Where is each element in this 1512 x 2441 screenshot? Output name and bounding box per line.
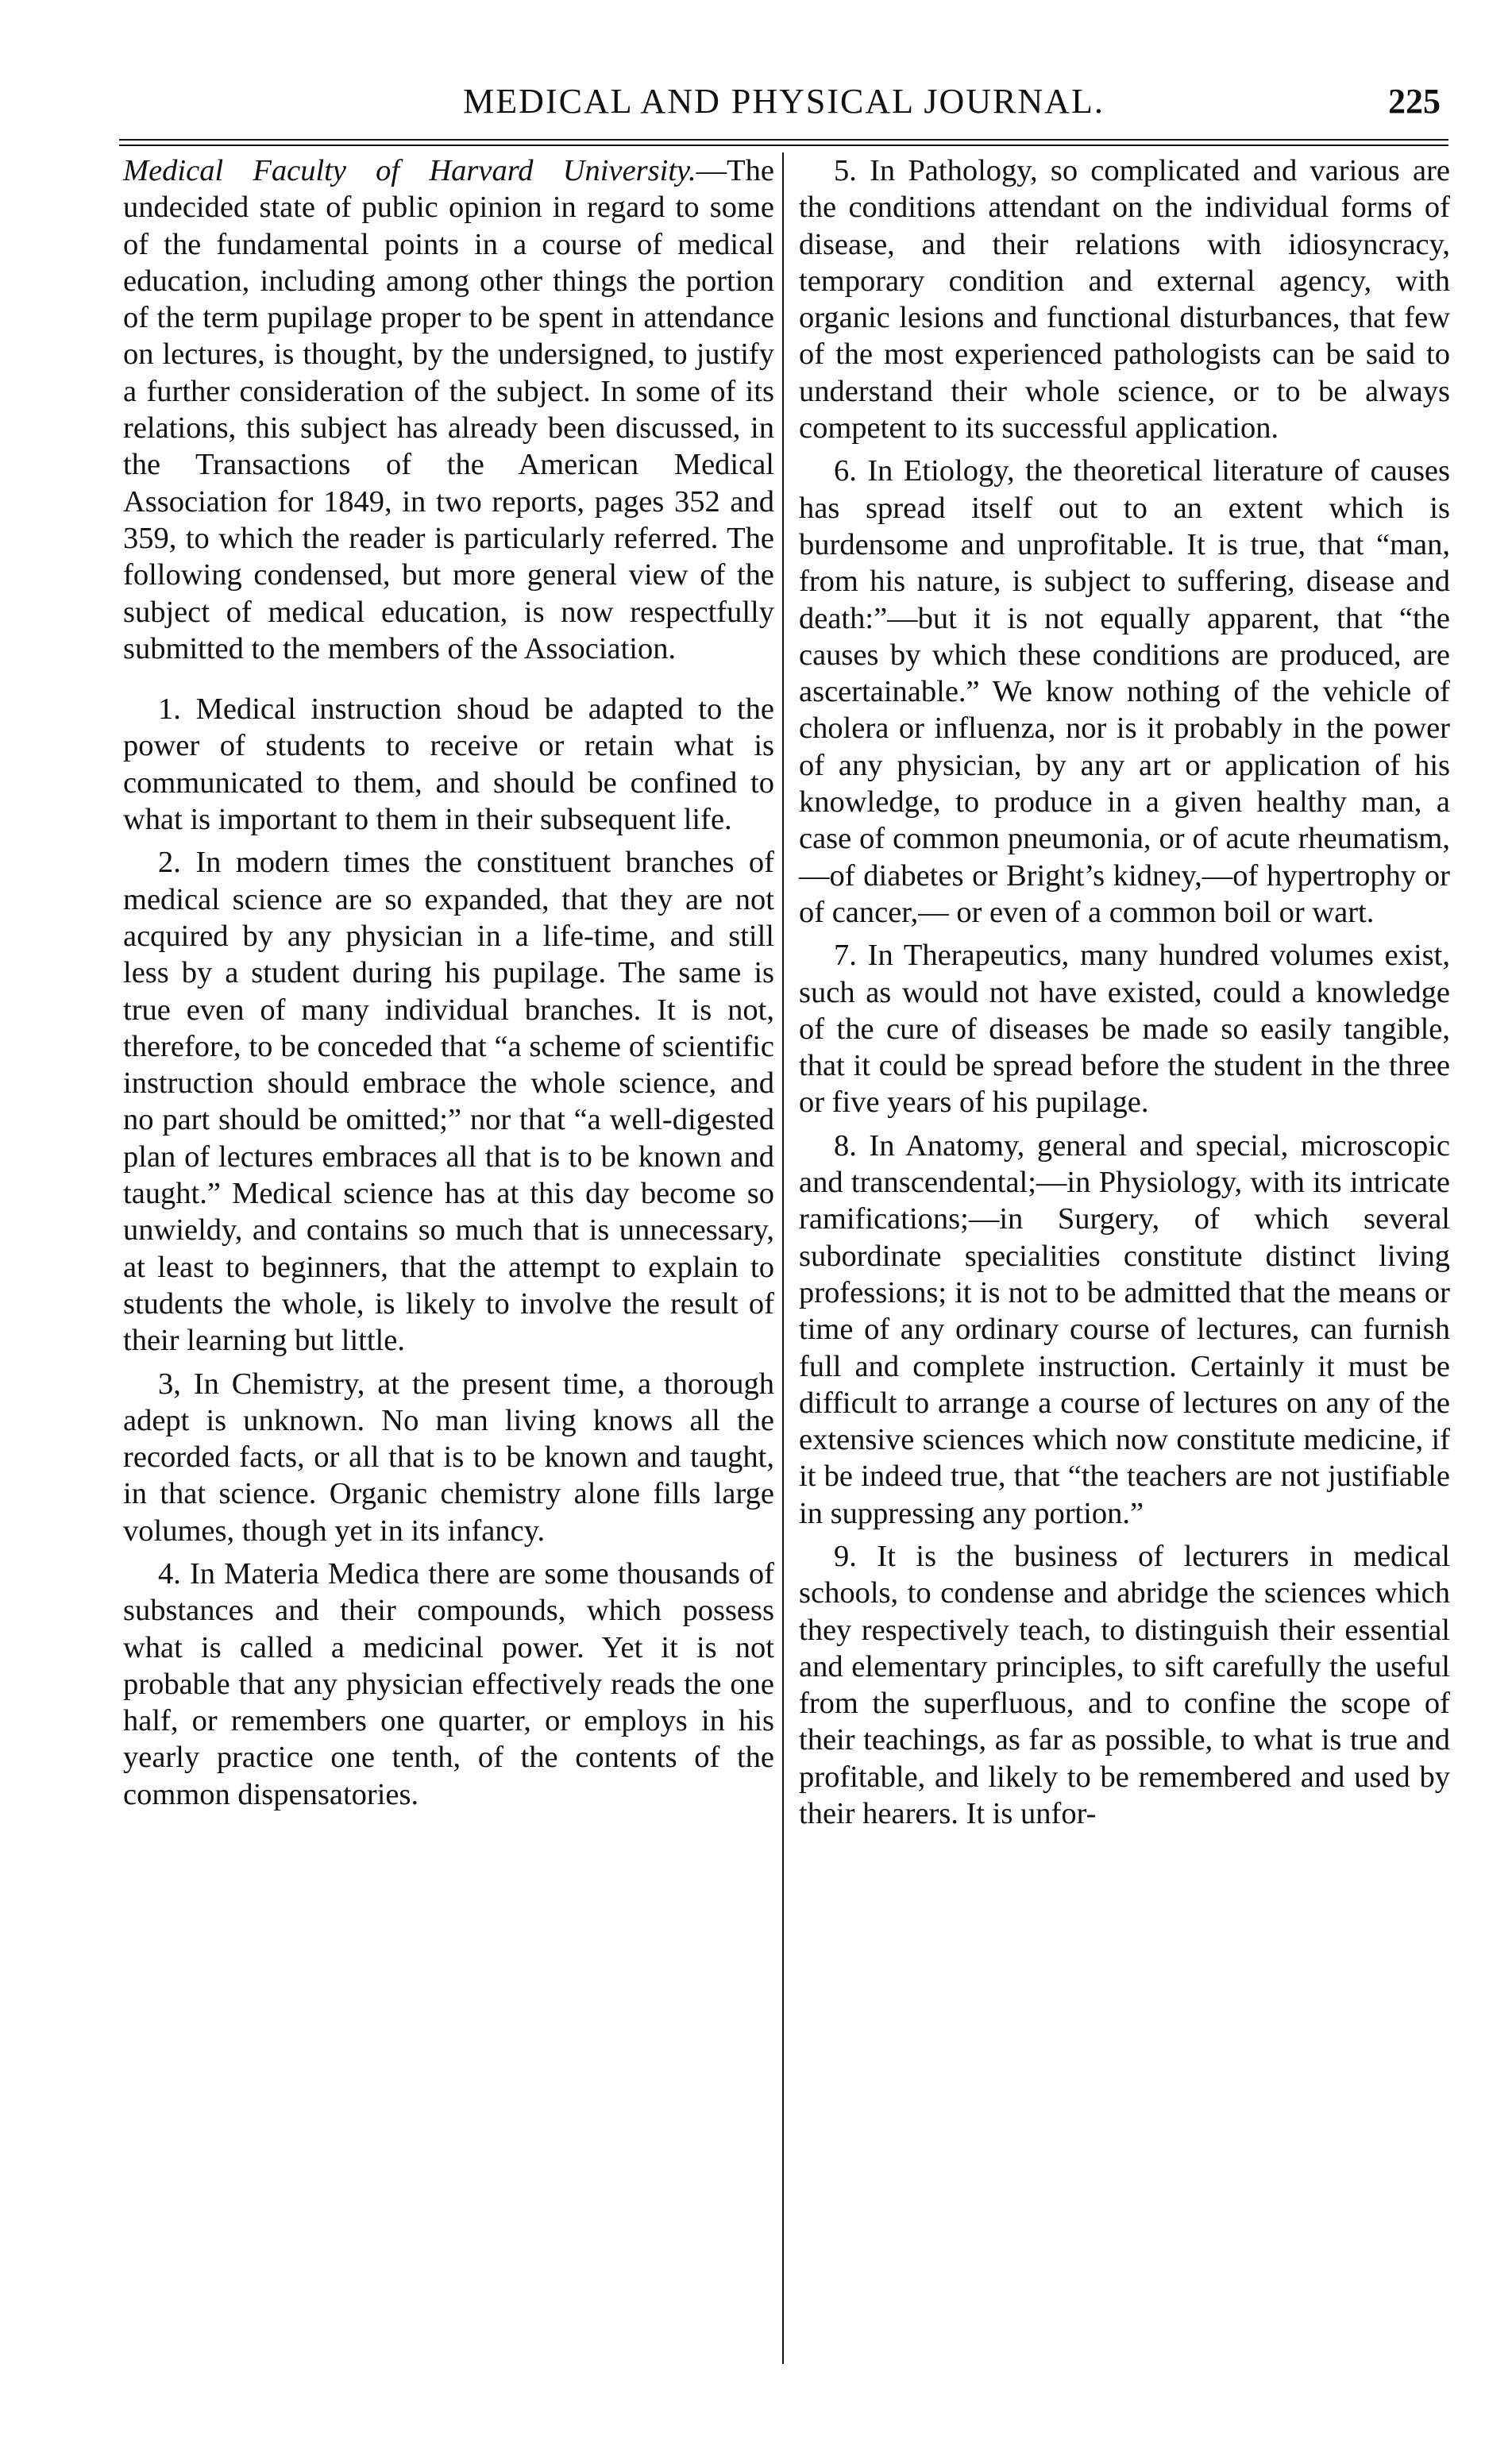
left-column [123,152,774,1819]
header-rule-double [119,145,1448,146]
running-head [119,70,1448,133]
paragraph-2: 2. In modern times the constituent branches of medical science are so expanded, that they are not acquired by any physician in a life-time, and still less by a student during his pupilage. The same is true even of many individual branches. It is not, therefore, to be conceded that “a scheme of scientific instruction should embrace the whole science, and no part should be omitted;” nor that “a well-digested plan of lectures embraces all that is to be known and taught.” Medical science has at this day become so unwieldy, and contains so much that is unnecessary, at least to beginners, that the attempt to explain to students the whole, is likely to involve the result of their learning but little. [123,846,774,1358]
intro-paragraph [123,152,774,667]
intro-text: —The undecided state of public opinion in regard to some of the fundamental points in a course of medical education, including among other things the portion of the term pupilage proper to be spent in attendance on lectures, is thought, by the undersigned, to justify a further consideration of the subject. In some of its relations, this subject has already been discussed, in the Transactions of the American Medical Association for 1849, in two reports, pages 352 and 359, to which the reader is particularly referred. The following condensed, but more general view of the subject of medical education, is now respectfully submitted to the members of the Association. [123,154,774,665]
paragraph-3: 3, In Chemistry, at the present time, a thorough adept is unknown. No man living knows all the recorded facts, or all that is to be known and taught, in that science. Organic chemistry alone fills large volumes, though yet in its infancy. [123,1367,774,1548]
paragraph-6: 6. In Etiology, the theoretical literature of causes has spread itself out to an extent which is burdensome and unprofitable. It is true, that “man, from his nature, is subject to suffering, disease and death:”—but it is not equally apparent, that “the causes by which these conditions are produced, are ascertainable.” We know nothing of the vehicle of cholera or influenza, nor is it probably in the power of any physician, by any art or application of his knowledge, to produce in a given healthy man, a case of common pneumonia, or of acute rheumatism,—of diabetes or Bright’s kidney,—of hypertrophy or of cancer,— or even of a common boil or wart. [799,454,1450,929]
paragraph-7: 7. In Therapeutics, many hundred volumes exist, such as would not have existed, could a knowledge of the cure of diseases be made so easily tangible, that it could be spread before the student in the three or five years of his pupilage. [799,939,1450,1120]
paragraph-5: 5. In Pathology, so complicated and various are the conditions attendant on the individual forms of disease, and their relations with idiosyncracy, temporary condition and external agency, with organic lesions and functional disturbances, that few of the most experienced pathologists can be said to understand their whole science, or to be always competent to its successful application. [799,154,1450,445]
page-number: 225 [1388,82,1441,121]
paragraph-8: 8. In Anatomy, general and special, microscopic and transcendental;—in Physiology, with its intricate ramifications;—in Surgery, of which several subordinate specialities constitute distinct living professions; it is not to be admitted that the means or time of any ordinary course of lectures, can furnish full and complete instruction. Certainly it must be difficult to arrange a course of lectures on any of the extensive sciences which now constitute medicine, if it be indeed true, that “the teachers are not justifiable in suppressing any portion.” [799,1128,1450,1530]
paragraph-4: 4. In Materia Medica there are some thousands of substances and their compounds, which possess what is called a medicinal power. Yet it is not probable that any physician effectively reads the one half, or remembers one quarter, or employs in his yearly practice one tenth, of the contents of the common dispensatories. [123,1556,774,1811]
running-title: MEDICAL AND PHYSICAL JOURNAL. [463,82,1105,121]
intro-title: Medical Faculty of Harvard University. [123,154,696,187]
right-column [799,152,1450,1838]
column-divider [782,152,784,2364]
paragraph-1: 1. Medical instruction shoud be adapted to the power of students to receive or retain what is communicated to them, and should be confined to what is important to them in their subsequent life. [123,692,774,837]
paragraph-spacer [123,673,774,691]
paragraph-9: 9. It is the business of lecturers in medical schools, to condense and abridge the sciences which they respectively teach, to distinguish their essential and elementary principles, to sift carefully the useful from the superfluous, and to confine the scope of their teachings, as far as possible, to what is true and profitable, and likely to be remembered and used by their hearers. It is unfor- [799,1539,1450,1831]
header-rule [119,139,1448,141]
